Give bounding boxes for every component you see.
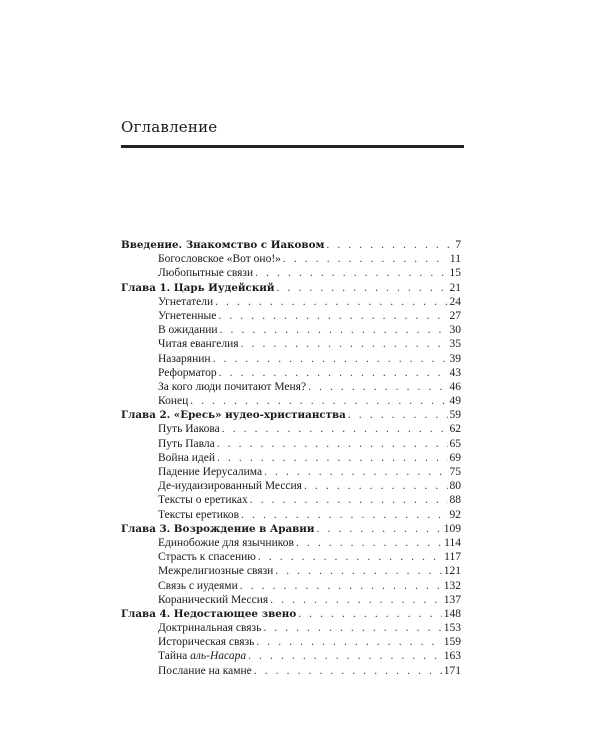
toc-section-entry (121, 252, 461, 266)
toc-section-entry (121, 380, 461, 394)
dot-leader (255, 266, 447, 280)
dot-leader (222, 422, 448, 436)
toc-page-number: 62 (449, 423, 461, 436)
toc-page-number: 80 (449, 480, 461, 493)
toc-entry-title-italic: аль-Насара (190, 650, 247, 663)
toc-section-entry (121, 451, 461, 465)
toc-section-entry (121, 352, 461, 366)
toc-entry-title: Читая евангелия (158, 338, 239, 351)
dot-leader (217, 437, 448, 451)
toc-entry-title: Реформатор (158, 366, 217, 379)
toc-page-number: 65 (449, 437, 461, 450)
toc-entry-title: Падение Иерусалима (158, 466, 263, 478)
toc-chapter-entry (121, 281, 461, 295)
toc-section-entry (121, 493, 461, 507)
dot-leader (308, 380, 447, 394)
toc-page-number: 11 (449, 253, 461, 266)
toc-page-number: 121 (443, 565, 461, 578)
toc-page-number: 137 (443, 593, 461, 606)
toc-entry-title: Богословское «Вот оно!» (158, 253, 281, 266)
dot-leader (296, 536, 442, 550)
toc-page-number: 114 (444, 536, 461, 549)
toc-section-entry (121, 593, 461, 607)
dot-leader (256, 635, 441, 649)
dot-leader (264, 465, 447, 479)
toc-entry-title: Единобожие для язычников (158, 536, 294, 549)
dot-leader (304, 479, 448, 493)
dot-leader (298, 607, 442, 621)
toc-page-number: 30 (449, 324, 461, 337)
toc-page-number: 35 (449, 338, 461, 351)
toc-page-number: 43 (449, 366, 461, 379)
toc-entry-title: Глава 4. Недостающее звено (121, 607, 297, 620)
toc-chapter-entry (121, 607, 461, 621)
dot-leader (218, 309, 447, 323)
toc-page-number: 75 (449, 466, 461, 478)
dot-leader (217, 451, 448, 465)
toc-entry-title: Коранический Мессия (158, 593, 269, 606)
toc-page-number: 159 (443, 636, 461, 649)
toc-entry-title: Назарянин (158, 352, 211, 365)
toc-entry-title: Любопытные связи (158, 267, 254, 280)
toc-page-number: 69 (449, 451, 461, 464)
dot-leader (275, 564, 441, 578)
toc-section-entry (121, 479, 461, 493)
toc-section-entry (121, 664, 461, 678)
toc-entry-title: Война идей (158, 451, 215, 464)
toc-section-entry (121, 579, 461, 593)
toc-entry-title: За кого люди почитают Меня? (158, 380, 307, 393)
toc-section-entry (121, 536, 461, 550)
dot-leader (219, 366, 448, 380)
toc-entry-title: Страсть к спасению (158, 551, 256, 564)
dot-leader (213, 352, 448, 366)
toc-entry-title: Тексты о еретиках (158, 494, 248, 507)
toc-entry-title: Связь с иудеями (158, 579, 238, 592)
toc-page-number: 132 (443, 579, 461, 592)
toc-entry-title: Глава 1. Царь Иудейский (121, 281, 275, 294)
toc-section-entry (121, 266, 461, 280)
dot-leader (283, 252, 448, 266)
toc-entry-title: Де-иудаизированный Мессия (158, 480, 302, 493)
dot-leader (240, 579, 442, 593)
dot-leader (348, 408, 448, 422)
toc-section-entry (121, 621, 461, 635)
toc-page-number: 21 (449, 281, 461, 294)
table-of-contents (121, 238, 461, 678)
toc-section-entry (121, 422, 461, 436)
toc-entry-title: Межрелигиозные связи (158, 565, 274, 578)
toc-page-number: 39 (449, 352, 461, 365)
toc-page-number: 92 (449, 508, 461, 521)
toc-entry-title: Глава 2. «Ересь» иудео-христианства (121, 409, 346, 422)
dot-leader (270, 593, 442, 607)
toc-entry-title: Тайна аль-Насара (158, 650, 247, 663)
dot-leader (215, 295, 447, 309)
toc-section-entry (121, 394, 461, 408)
dot-leader (254, 664, 442, 678)
dot-leader (277, 281, 448, 295)
toc-entry-title: Путь Иакова (158, 423, 220, 436)
toc-page-number: 15 (449, 267, 461, 280)
toc-section-entry (121, 635, 461, 649)
toc-page-number: 59 (449, 409, 461, 422)
toc-entry-title: Послание на камне (158, 664, 252, 677)
dot-leader (263, 621, 441, 635)
toc-section-entry (121, 323, 461, 337)
toc-page-number: 163 (443, 650, 461, 663)
toc-section-entry (121, 508, 461, 522)
toc-page-number: 148 (443, 607, 461, 620)
toc-section-entry (121, 465, 461, 479)
dot-leader (258, 550, 442, 564)
dot-leader (220, 323, 448, 337)
dot-leader (241, 508, 447, 522)
toc-page-number: 27 (449, 309, 461, 322)
toc-entry-title: В ожидании (158, 324, 218, 337)
toc-entry-title: Введение. Знакомство с Иаковом (121, 239, 325, 251)
dot-leader (190, 394, 447, 408)
toc-section-entry (121, 309, 461, 323)
dot-leader (241, 337, 448, 351)
toc-entry-title: Доктринальная связь (158, 622, 262, 635)
toc-page-number: 117 (444, 551, 461, 564)
toc-page-number: 171 (443, 664, 461, 677)
toc-chapter-entry (121, 522, 461, 536)
toc-page-number: 153 (443, 622, 461, 635)
toc-chapter-entry (121, 408, 461, 422)
heading-rule (121, 145, 464, 148)
toc-section-entry (121, 337, 461, 351)
toc-entry-title: Угнетатели (158, 295, 214, 308)
toc-section-entry (121, 295, 461, 309)
dot-leader (326, 238, 453, 252)
toc-page-number: 7 (455, 239, 461, 251)
dot-leader (248, 649, 442, 663)
toc-section-entry (121, 437, 461, 451)
toc-entry-title: Угнетенные (158, 309, 217, 322)
toc-page-number: 24 (449, 295, 461, 308)
page-title: Оглавление (121, 118, 218, 136)
toc-entry-title: Глава 3. Возрождение в Аравии (121, 522, 315, 535)
toc-page-number: 88 (449, 494, 461, 507)
toc-page-number: 109 (443, 522, 461, 535)
toc-section-entry (121, 564, 461, 578)
dot-leader (250, 493, 448, 507)
toc-page-number: 49 (449, 395, 461, 408)
toc-section-entry (121, 366, 461, 380)
toc-entry-title: Конец (158, 395, 189, 408)
toc-page-number: 46 (449, 380, 461, 393)
toc-entry-title: Историческая связь (158, 636, 255, 649)
toc-entry-title: Тексты еретиков (158, 508, 240, 521)
toc-section-entry (121, 550, 461, 564)
toc-chapter-entry (121, 238, 461, 252)
dot-leader (317, 522, 442, 536)
toc-section-entry (121, 649, 461, 663)
toc-entry-title: Путь Павла (158, 437, 215, 450)
